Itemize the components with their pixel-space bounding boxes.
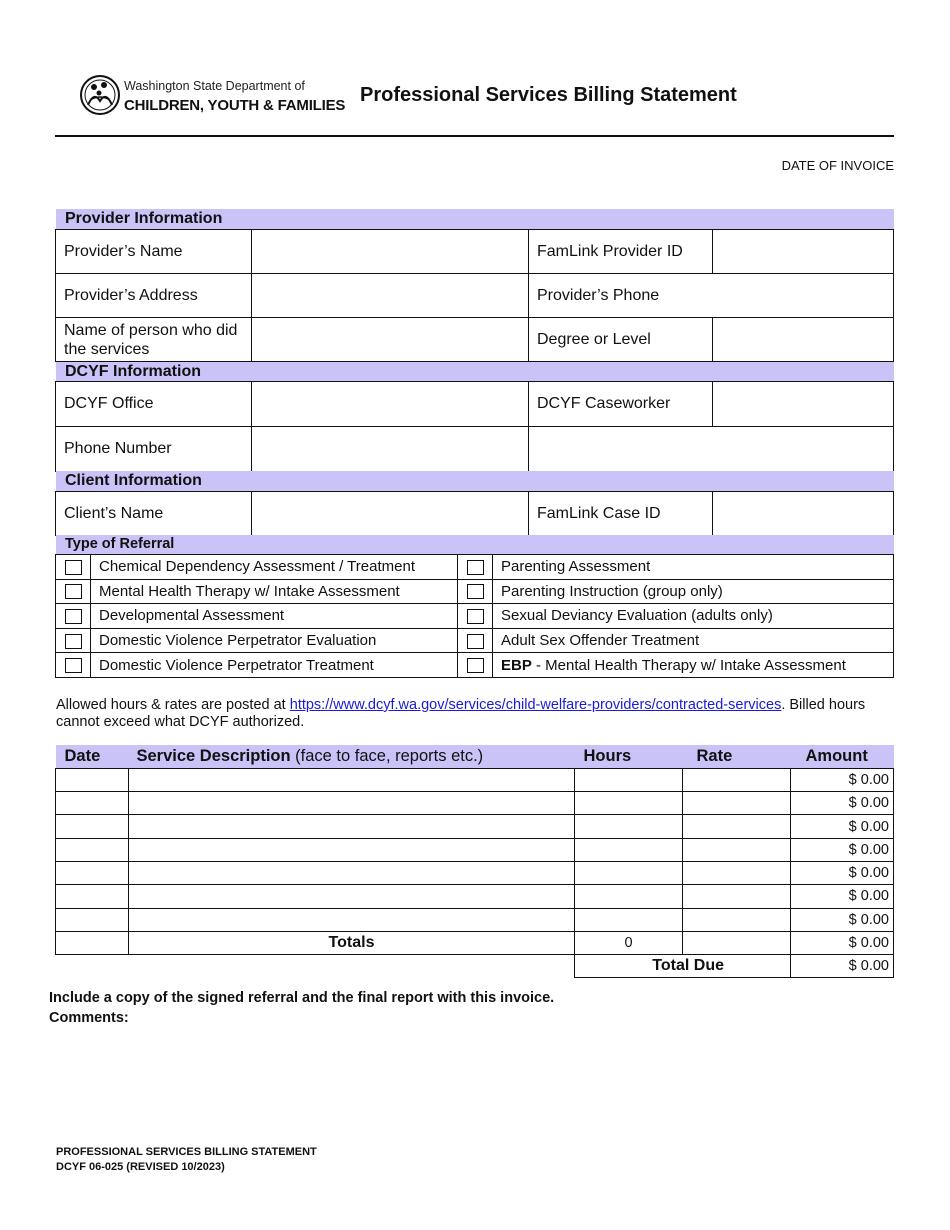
degree-field[interactable]	[713, 318, 894, 362]
agency-name-line1: Washington State Department of	[124, 79, 305, 93]
famlink-case-id-label: FamLink Case ID	[529, 492, 713, 536]
date-of-invoice-label: DATE OF INVOICE	[781, 158, 894, 173]
referral-label: Parenting Assessment	[493, 555, 894, 580]
date-field[interactable]	[56, 838, 129, 861]
description-field[interactable]	[129, 768, 575, 791]
checkbox-icon	[467, 634, 484, 649]
referral-table	[55, 554, 894, 678]
comments-label: Comments:	[49, 1010, 129, 1026]
table-row	[56, 815, 894, 838]
dcyf-section-header: DCYF Information	[56, 362, 894, 381]
referral-label-ebp	[493, 653, 894, 678]
famlink-provider-id-field[interactable]	[713, 230, 894, 274]
form-title-footer: PROFESSIONAL SERVICES BILLING STATEMENT	[56, 1146, 317, 1158]
amount-value: $ 0.00	[791, 792, 894, 815]
table-row	[56, 861, 894, 884]
dcyf-phone-field[interactable]	[252, 427, 529, 472]
famlink-case-id-field[interactable]	[713, 492, 894, 536]
col-rate-header: Rate	[683, 745, 791, 768]
description-field[interactable]	[129, 861, 575, 884]
agency-name-line2: CHILDREN, YOUTH & FAMILIES	[124, 97, 346, 114]
checkbox-icon	[65, 658, 82, 673]
ebp-rest: - Mental Health Therapy w/ Intake Assessment	[531, 656, 846, 674]
col-hours-header: Hours	[575, 745, 683, 768]
checkbox-icon	[467, 560, 484, 575]
description-field[interactable]	[129, 908, 575, 931]
include-note: Include a copy of the signed referral and the final report with this invoice.	[49, 990, 555, 1006]
amount-value: $ 0.00	[791, 838, 894, 861]
amount-value: $ 0.00	[791, 885, 894, 908]
referral-checkbox[interactable]	[56, 628, 91, 653]
amount-value: $ 0.00	[791, 768, 894, 791]
hours-field[interactable]	[575, 768, 683, 791]
client-name-field[interactable]	[252, 492, 529, 536]
page-title: Professional Services Billing Statement	[360, 84, 737, 106]
checkbox-icon	[65, 584, 82, 599]
table-row	[56, 792, 894, 815]
provider-name-label: Provider’s Name	[56, 230, 252, 274]
client-table	[55, 491, 894, 536]
referral-label: Parenting Instruction (group only)	[493, 579, 894, 604]
referral-section-header: Type of Referral	[56, 535, 894, 554]
totals-label: Totals	[129, 931, 575, 954]
hours-field[interactable]	[575, 792, 683, 815]
table-row	[56, 838, 894, 861]
referral-label: Sexual Deviancy Evaluation (adults only)	[493, 604, 894, 629]
description-field[interactable]	[129, 885, 575, 908]
total-due-amount: $ 0.00	[791, 955, 894, 978]
totals-hours: 0	[575, 931, 683, 954]
totals-rate-blank	[683, 931, 791, 954]
checkbox-icon	[65, 634, 82, 649]
dcyf-phone-label: Phone Number	[56, 427, 252, 472]
rate-field[interactable]	[683, 815, 791, 838]
referral-checkbox[interactable]	[458, 579, 493, 604]
provider-address-label: Provider’s Address	[56, 274, 252, 318]
dcyf-table	[55, 381, 894, 472]
provider-table	[55, 229, 894, 362]
hours-field[interactable]	[575, 885, 683, 908]
totals-blank	[56, 931, 129, 954]
description-field[interactable]	[129, 815, 575, 838]
provider-section-header: Provider Information	[56, 209, 894, 229]
checkbox-icon	[467, 609, 484, 624]
referral-checkbox[interactable]	[56, 604, 91, 629]
checkbox-icon	[467, 658, 484, 673]
person-label: Name of person who did the services	[56, 318, 252, 362]
rate-field[interactable]	[683, 885, 791, 908]
date-field[interactable]	[56, 768, 129, 791]
date-field[interactable]	[56, 792, 129, 815]
col-date-header: Date	[56, 745, 129, 768]
rate-field[interactable]	[683, 768, 791, 791]
referral-checkbox[interactable]	[56, 579, 91, 604]
referral-checkbox[interactable]	[458, 628, 493, 653]
date-field[interactable]	[56, 885, 129, 908]
amount-value: $ 0.00	[791, 815, 894, 838]
rate-field[interactable]	[683, 792, 791, 815]
dcyf-office-field[interactable]	[252, 382, 529, 427]
hours-field[interactable]	[575, 908, 683, 931]
referral-label: Domestic Violence Perpetrator Treatment	[91, 653, 458, 678]
note-before: Allowed hours & rates are posted at	[56, 697, 290, 713]
col-description-rest: (face to face, reports etc.)	[290, 746, 484, 765]
totals-row	[56, 931, 894, 954]
date-field[interactable]	[56, 861, 129, 884]
total-due-spacer	[56, 955, 575, 978]
checkbox-icon	[65, 609, 82, 624]
referral-label: Chemical Dependency Assessment / Treatment	[91, 555, 458, 580]
date-field[interactable]	[56, 815, 129, 838]
col-amount-header: Amount	[791, 745, 894, 768]
table-row	[56, 908, 894, 931]
col-description-header	[129, 745, 575, 768]
total-due-row	[56, 955, 894, 978]
famlink-provider-id-label: FamLink Provider ID	[529, 230, 713, 274]
rates-link[interactable]: https://www.dcyf.wa.gov/services/child-welfare-providers/contracted-services	[289, 697, 782, 713]
totals-amount: $ 0.00	[791, 931, 894, 954]
header-divider	[55, 135, 894, 137]
referral-label: Mental Health Therapy w/ Intake Assessment	[91, 579, 458, 604]
dcyf-office-label: DCYF Office	[56, 382, 252, 427]
referral-label: Domestic Violence Perpetrator Evaluation	[91, 628, 458, 653]
table-row	[56, 768, 894, 791]
form-number-footer: DCYF 06-025 (REVISED 10/2023)	[56, 1161, 225, 1173]
hours-field[interactable]	[575, 838, 683, 861]
description-field[interactable]	[129, 792, 575, 815]
client-name-label: Client’s Name	[56, 492, 252, 536]
provider-address-field[interactable]	[252, 274, 529, 318]
date-field[interactable]	[56, 908, 129, 931]
amount-value: $ 0.00	[791, 908, 894, 931]
referral-checkbox[interactable]	[458, 555, 493, 580]
amount-value: $ 0.00	[791, 861, 894, 884]
billing-table	[55, 745, 894, 978]
ebp-bold: EBP	[501, 656, 532, 674]
total-due-label: Total Due	[575, 955, 791, 978]
hours-field[interactable]	[575, 815, 683, 838]
degree-label: Degree or Level	[529, 318, 713, 362]
client-section-header: Client Information	[56, 471, 894, 491]
person-field[interactable]	[252, 318, 529, 362]
provider-phone-field[interactable]	[529, 274, 894, 318]
referral-label: Adult Sex Offender Treatment	[493, 628, 894, 653]
rates-note	[56, 697, 896, 731]
provider-name-field[interactable]	[252, 230, 529, 274]
checkbox-icon	[65, 560, 82, 575]
referral-label: Developmental Assessment	[91, 604, 458, 629]
referral-checkbox[interactable]	[56, 653, 91, 678]
description-field[interactable]	[129, 838, 575, 861]
referral-checkbox[interactable]	[56, 555, 91, 580]
checkbox-icon	[467, 584, 484, 599]
dcyf-caseworker-field[interactable]	[713, 382, 894, 427]
rate-field[interactable]	[683, 838, 791, 861]
referral-checkbox[interactable]	[458, 604, 493, 629]
comments-field[interactable]	[49, 1030, 894, 1130]
hours-field[interactable]	[575, 861, 683, 884]
referral-checkbox[interactable]	[458, 653, 493, 678]
note-after: . Billed hours cannot exceed what DCYF authorized.	[56, 697, 866, 730]
provider-phone-label: Provider’s Phone	[537, 286, 660, 304]
rate-field[interactable]	[683, 861, 791, 884]
col-description-bold: Service Description	[136, 746, 291, 765]
table-row	[56, 885, 894, 908]
rate-field[interactable]	[683, 908, 791, 931]
dcyf-blank-field[interactable]	[529, 427, 894, 472]
dcyf-caseworker-label: DCYF Caseworker	[529, 382, 713, 427]
